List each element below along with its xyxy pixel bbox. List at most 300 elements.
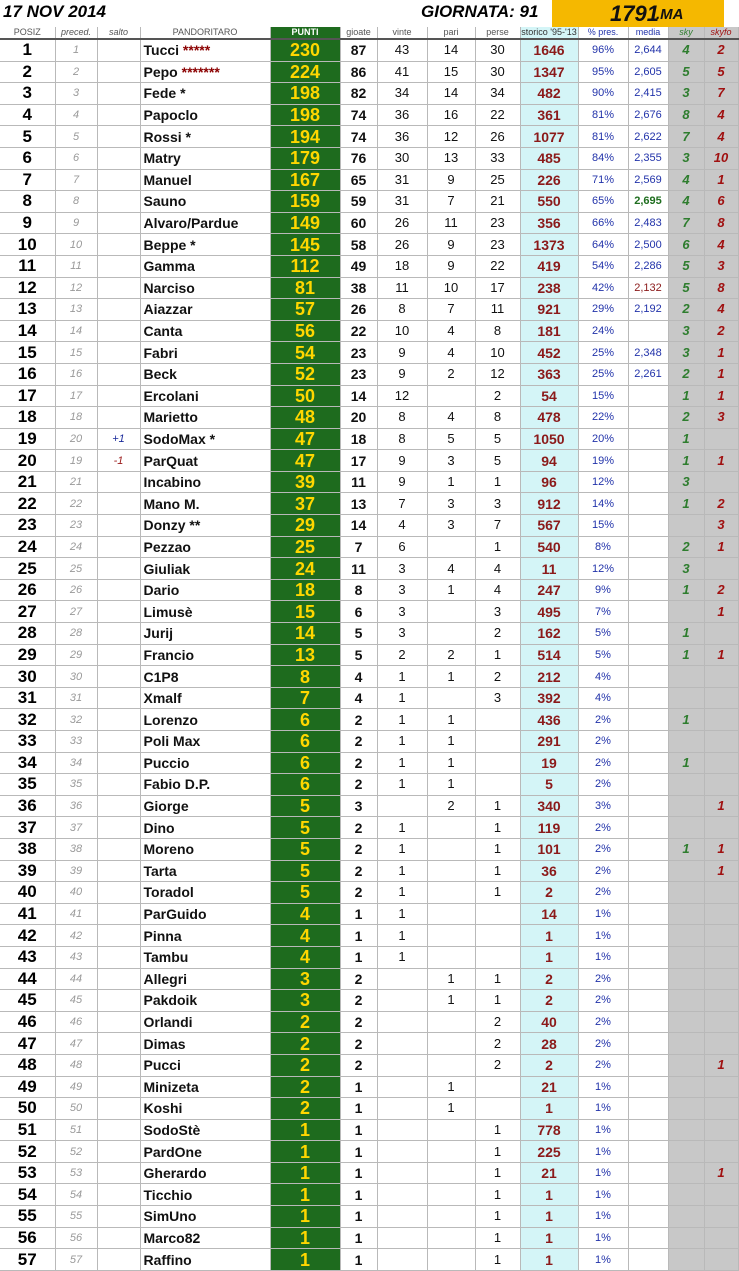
won-cell: 36 xyxy=(377,104,427,126)
jump-cell xyxy=(97,1162,140,1184)
won-cell: 9 xyxy=(377,450,427,472)
jump-cell xyxy=(97,1119,140,1141)
position-cell: 12 xyxy=(0,277,55,299)
position-cell: 52 xyxy=(0,1141,55,1163)
average-cell: 2,569 xyxy=(628,169,668,191)
average-cell xyxy=(628,558,668,580)
won-cell: 36 xyxy=(377,126,427,148)
won-cell: 1 xyxy=(377,731,427,753)
lost-cell: 1 xyxy=(475,795,520,817)
position-cell: 25 xyxy=(0,558,55,580)
jump-cell xyxy=(97,83,140,105)
presence-cell: 42% xyxy=(578,277,628,299)
player-name: Poli Max xyxy=(143,733,201,750)
position-cell: 44 xyxy=(0,968,55,990)
skyfo-cell xyxy=(704,1098,738,1120)
jump-cell xyxy=(97,731,140,753)
points-cell: 1 xyxy=(270,1249,340,1271)
points-cell: 5 xyxy=(270,795,340,817)
sky-cell xyxy=(668,1249,704,1271)
previous-position-cell: 43 xyxy=(55,946,97,968)
skyfo-cell xyxy=(704,623,738,645)
draw-cell: 1 xyxy=(427,1076,475,1098)
skyfo-cell: 2 xyxy=(704,39,738,61)
won-cell xyxy=(377,1033,427,1055)
played-cell: 74 xyxy=(340,126,377,148)
previous-position-cell: 20 xyxy=(55,428,97,450)
skyfo-cell xyxy=(704,709,738,731)
average-cell xyxy=(628,471,668,493)
lost-cell: 1 xyxy=(475,838,520,860)
presence-cell: 1% xyxy=(578,925,628,947)
player-name-cell xyxy=(140,838,270,860)
won-cell: 1 xyxy=(377,666,427,688)
won-cell: 1 xyxy=(377,752,427,774)
historic-cell: 2 xyxy=(520,968,578,990)
won-cell xyxy=(377,1011,427,1033)
historic-cell: 19 xyxy=(520,752,578,774)
table-row xyxy=(0,1162,738,1184)
player-name: SodoMax * xyxy=(143,430,216,447)
skyfo-cell: 1 xyxy=(704,601,738,623)
sky-cell: 1 xyxy=(668,752,704,774)
draw-cell: 1 xyxy=(427,990,475,1012)
average-cell xyxy=(628,428,668,450)
draw-cell xyxy=(427,385,475,407)
historic-cell: 11 xyxy=(520,558,578,580)
average-cell xyxy=(628,838,668,860)
jump-cell xyxy=(97,1011,140,1033)
skyfo-cell xyxy=(704,1076,738,1098)
skyfo-cell xyxy=(704,1184,738,1206)
points-cell: 47 xyxy=(270,428,340,450)
lost-cell: 26 xyxy=(475,126,520,148)
presence-cell: 19% xyxy=(578,450,628,472)
ma-value: 1791 xyxy=(610,1,659,26)
presence-cell: 81% xyxy=(578,104,628,126)
sky-cell xyxy=(668,1206,704,1228)
table-row xyxy=(0,61,738,83)
jump-cell xyxy=(97,493,140,515)
jump-cell xyxy=(97,1033,140,1055)
points-cell: 4 xyxy=(270,925,340,947)
played-cell: 2 xyxy=(340,774,377,796)
average-cell xyxy=(628,493,668,515)
lost-cell: 3 xyxy=(475,493,520,515)
position-cell: 9 xyxy=(0,212,55,234)
skyfo-cell: 7 xyxy=(704,83,738,105)
jump-cell xyxy=(97,536,140,558)
won-cell: 1 xyxy=(377,860,427,882)
won-cell: 1 xyxy=(377,838,427,860)
previous-position-cell: 24 xyxy=(55,536,97,558)
presence-cell: 1% xyxy=(578,946,628,968)
historic-cell: 1050 xyxy=(520,428,578,450)
position-cell: 34 xyxy=(0,752,55,774)
historic-cell: 1 xyxy=(520,946,578,968)
skyfo-cell xyxy=(704,1227,738,1249)
position-cell: 38 xyxy=(0,838,55,860)
jump-cell xyxy=(97,795,140,817)
player-name: PardOne xyxy=(143,1143,202,1160)
sky-cell: 1 xyxy=(668,838,704,860)
table-row xyxy=(0,1141,738,1163)
historic-cell: 119 xyxy=(520,817,578,839)
player-name: Rossi * xyxy=(143,128,191,145)
position-cell: 53 xyxy=(0,1162,55,1184)
jump-cell xyxy=(97,299,140,321)
position-cell: 27 xyxy=(0,601,55,623)
played-cell: 13 xyxy=(340,493,377,515)
jump-cell xyxy=(97,1184,140,1206)
played-cell: 5 xyxy=(340,644,377,666)
draw-cell: 4 xyxy=(427,558,475,580)
lost-cell: 21 xyxy=(475,191,520,213)
average-cell xyxy=(628,687,668,709)
position-cell: 47 xyxy=(0,1033,55,1055)
skyfo-cell: 8 xyxy=(704,277,738,299)
position-cell: 15 xyxy=(0,342,55,364)
presence-cell: 2% xyxy=(578,774,628,796)
sky-cell: 5 xyxy=(668,255,704,277)
jump-cell xyxy=(97,147,140,169)
player-name-cell xyxy=(140,407,270,429)
draw-cell xyxy=(427,1033,475,1055)
skyfo-cell xyxy=(704,946,738,968)
col-preced: preced. xyxy=(55,27,97,39)
player-name: Gamma xyxy=(143,258,195,275)
won-cell: 26 xyxy=(377,234,427,256)
col-perse: perse xyxy=(475,27,520,39)
lost-cell: 2 xyxy=(475,623,520,645)
presence-cell: 1% xyxy=(578,1162,628,1184)
presence-cell: 96% xyxy=(578,39,628,61)
player-name-cell xyxy=(140,1227,270,1249)
points-cell: 145 xyxy=(270,234,340,256)
position-cell: 35 xyxy=(0,774,55,796)
skyfo-cell: 3 xyxy=(704,255,738,277)
table-row xyxy=(0,536,738,558)
jump-cell xyxy=(97,925,140,947)
lost-cell xyxy=(475,946,520,968)
won-cell xyxy=(377,1227,427,1249)
jump-cell xyxy=(97,752,140,774)
sky-cell xyxy=(668,1184,704,1206)
draw-cell xyxy=(427,817,475,839)
won-cell: 1 xyxy=(377,882,427,904)
historic-cell: 1 xyxy=(520,1184,578,1206)
presence-cell: 20% xyxy=(578,428,628,450)
draw-cell: 9 xyxy=(427,234,475,256)
played-cell: 2 xyxy=(340,1033,377,1055)
points-cell: 1 xyxy=(270,1162,340,1184)
points-cell: 6 xyxy=(270,731,340,753)
skyfo-cell: 4 xyxy=(704,126,738,148)
lost-cell: 11 xyxy=(475,299,520,321)
draw-cell xyxy=(427,623,475,645)
previous-position-cell: 29 xyxy=(55,644,97,666)
presence-cell: 2% xyxy=(578,968,628,990)
average-cell: 2,348 xyxy=(628,342,668,364)
played-cell: 82 xyxy=(340,83,377,105)
player-name: Puccio xyxy=(143,754,190,771)
historic-cell: 54 xyxy=(520,385,578,407)
jump-cell xyxy=(97,1098,140,1120)
position-cell: 10 xyxy=(0,234,55,256)
skyfo-cell xyxy=(704,1119,738,1141)
table-row xyxy=(0,752,738,774)
skyfo-cell xyxy=(704,1141,738,1163)
position-cell: 54 xyxy=(0,1184,55,1206)
points-cell: 179 xyxy=(270,147,340,169)
presence-cell: 5% xyxy=(578,623,628,645)
presence-cell: 1% xyxy=(578,1184,628,1206)
sky-cell: 1 xyxy=(668,428,704,450)
presence-cell: 1% xyxy=(578,1076,628,1098)
player-name-cell xyxy=(140,342,270,364)
player-name: Beck xyxy=(143,366,177,383)
skyfo-cell: 3 xyxy=(704,407,738,429)
historic-cell: 550 xyxy=(520,191,578,213)
points-cell: 37 xyxy=(270,493,340,515)
lost-cell: 34 xyxy=(475,83,520,105)
previous-position-cell: 57 xyxy=(55,1249,97,1271)
table-row xyxy=(0,299,738,321)
player-name-cell xyxy=(140,644,270,666)
presence-cell: 2% xyxy=(578,731,628,753)
draw-cell: 3 xyxy=(427,493,475,515)
skyfo-cell: 2 xyxy=(704,493,738,515)
won-cell: 3 xyxy=(377,623,427,645)
player-name-cell xyxy=(140,601,270,623)
played-cell: 26 xyxy=(340,299,377,321)
player-name-cell xyxy=(140,126,270,148)
table-row xyxy=(0,1098,738,1120)
historic-cell: 291 xyxy=(520,731,578,753)
previous-position-cell: 21 xyxy=(55,471,97,493)
played-cell: 2 xyxy=(340,838,377,860)
historic-cell: 419 xyxy=(520,255,578,277)
presence-cell: 84% xyxy=(578,147,628,169)
historic-cell: 436 xyxy=(520,709,578,731)
sky-cell: 1 xyxy=(668,644,704,666)
won-cell: 34 xyxy=(377,83,427,105)
draw-cell xyxy=(427,1206,475,1228)
lost-cell: 2 xyxy=(475,1054,520,1076)
average-cell xyxy=(628,1249,668,1271)
points-cell: 6 xyxy=(270,752,340,774)
draw-cell xyxy=(427,1249,475,1271)
average-cell xyxy=(628,968,668,990)
played-cell: 7 xyxy=(340,536,377,558)
player-name-cell xyxy=(140,882,270,904)
sky-cell xyxy=(668,925,704,947)
historic-cell: 1373 xyxy=(520,234,578,256)
lost-cell: 1 xyxy=(475,1249,520,1271)
draw-cell: 1 xyxy=(427,752,475,774)
table-row xyxy=(0,644,738,666)
previous-position-cell: 11 xyxy=(55,255,97,277)
presence-cell: 7% xyxy=(578,601,628,623)
points-cell: 4 xyxy=(270,946,340,968)
average-cell xyxy=(628,1033,668,1055)
skyfo-cell: 1 xyxy=(704,385,738,407)
won-cell: 31 xyxy=(377,191,427,213)
played-cell: 2 xyxy=(340,860,377,882)
previous-position-cell: 19 xyxy=(55,450,97,472)
won-cell: 11 xyxy=(377,277,427,299)
table-row xyxy=(0,147,738,169)
lost-cell: 8 xyxy=(475,407,520,429)
previous-position-cell: 1 xyxy=(55,39,97,61)
table-row xyxy=(0,774,738,796)
played-cell: 1 xyxy=(340,1098,377,1120)
historic-cell: 2 xyxy=(520,882,578,904)
sky-cell: 1 xyxy=(668,493,704,515)
position-cell: 16 xyxy=(0,363,55,385)
presence-cell: 1% xyxy=(578,1098,628,1120)
presence-cell: 2% xyxy=(578,838,628,860)
previous-position-cell: 53 xyxy=(55,1162,97,1184)
points-cell: 7 xyxy=(270,687,340,709)
average-cell xyxy=(628,1162,668,1184)
skyfo-cell: 4 xyxy=(704,104,738,126)
player-name: Tambu xyxy=(143,949,189,966)
col-punti: PUNTI xyxy=(270,27,340,39)
previous-position-cell: 10 xyxy=(55,234,97,256)
sky-cell: 8 xyxy=(668,104,704,126)
points-cell: 230 xyxy=(270,39,340,61)
points-cell: 3 xyxy=(270,968,340,990)
historic-cell: 1 xyxy=(520,1227,578,1249)
previous-position-cell: 9 xyxy=(55,212,97,234)
previous-position-cell: 18 xyxy=(55,407,97,429)
points-cell: 5 xyxy=(270,838,340,860)
table-row xyxy=(0,104,738,126)
table-row xyxy=(0,428,738,450)
position-cell: 31 xyxy=(0,687,55,709)
jump-cell xyxy=(97,277,140,299)
player-name: Incabino xyxy=(143,474,202,491)
sky-cell xyxy=(668,1033,704,1055)
jump-cell xyxy=(97,579,140,601)
points-cell: 4 xyxy=(270,903,340,925)
position-cell: 14 xyxy=(0,320,55,342)
played-cell: 6 xyxy=(340,601,377,623)
won-cell xyxy=(377,1119,427,1141)
lost-cell: 30 xyxy=(475,39,520,61)
position-cell: 23 xyxy=(0,515,55,537)
date-label: 17 NOV 2014 xyxy=(3,2,107,21)
jump-cell xyxy=(97,104,140,126)
points-cell: 2 xyxy=(270,1054,340,1076)
draw-cell xyxy=(427,1141,475,1163)
presence-cell: 1% xyxy=(578,903,628,925)
historic-cell: 21 xyxy=(520,1162,578,1184)
position-cell: 48 xyxy=(0,1054,55,1076)
won-cell: 9 xyxy=(377,471,427,493)
player-name: Fabri xyxy=(143,344,178,361)
player-name-cell xyxy=(140,191,270,213)
table-row xyxy=(0,903,738,925)
lost-cell xyxy=(475,709,520,731)
presence-cell: 14% xyxy=(578,493,628,515)
table-row xyxy=(0,623,738,645)
player-name-cell xyxy=(140,1184,270,1206)
lost-cell: 17 xyxy=(475,277,520,299)
draw-cell: 1 xyxy=(427,968,475,990)
points-cell: 2 xyxy=(270,1098,340,1120)
points-cell: 1 xyxy=(270,1184,340,1206)
played-cell: 38 xyxy=(340,277,377,299)
position-cell: 20 xyxy=(0,450,55,472)
played-cell: 1 xyxy=(340,1119,377,1141)
sky-cell: 4 xyxy=(668,191,704,213)
player-name-cell xyxy=(140,990,270,1012)
player-name-cell xyxy=(140,731,270,753)
presence-cell: 90% xyxy=(578,83,628,105)
previous-position-cell: 45 xyxy=(55,990,97,1012)
points-cell: 1 xyxy=(270,1206,340,1228)
historic-cell: 2 xyxy=(520,990,578,1012)
historic-cell: 226 xyxy=(520,169,578,191)
historic-cell: 361 xyxy=(520,104,578,126)
previous-position-cell: 47 xyxy=(55,1033,97,1055)
draw-cell: 1 xyxy=(427,579,475,601)
lost-cell xyxy=(475,1098,520,1120)
lost-cell: 1 xyxy=(475,1206,520,1228)
points-cell: 15 xyxy=(270,601,340,623)
lost-cell: 1 xyxy=(475,860,520,882)
played-cell: 65 xyxy=(340,169,377,191)
points-cell: 5 xyxy=(270,817,340,839)
position-cell: 43 xyxy=(0,946,55,968)
presence-cell: 3% xyxy=(578,795,628,817)
played-cell: 11 xyxy=(340,558,377,580)
won-cell: 43 xyxy=(377,39,427,61)
player-name: Pucci xyxy=(143,1057,181,1074)
table-row xyxy=(0,493,738,515)
average-cell xyxy=(628,666,668,688)
jump-cell xyxy=(97,1054,140,1076)
historic-cell: 912 xyxy=(520,493,578,515)
col-skyfo: skyfo xyxy=(704,27,738,39)
skyfo-cell: 1 xyxy=(704,450,738,472)
historic-cell: 36 xyxy=(520,860,578,882)
player-name: Toradol xyxy=(143,884,194,901)
position-cell: 18 xyxy=(0,407,55,429)
presence-cell: 4% xyxy=(578,687,628,709)
presence-cell: 54% xyxy=(578,255,628,277)
historic-cell: 485 xyxy=(520,147,578,169)
points-cell: 1 xyxy=(270,1119,340,1141)
table-row xyxy=(0,1076,738,1098)
average-cell xyxy=(628,1098,668,1120)
lost-cell xyxy=(475,903,520,925)
jump-cell xyxy=(97,903,140,925)
sky-cell xyxy=(668,666,704,688)
played-cell: 8 xyxy=(340,579,377,601)
won-cell xyxy=(377,1141,427,1163)
won-cell: 26 xyxy=(377,212,427,234)
jump-cell xyxy=(97,623,140,645)
won-cell: 9 xyxy=(377,363,427,385)
player-name-cell xyxy=(140,363,270,385)
won-cell: 8 xyxy=(377,407,427,429)
player-name-cell xyxy=(140,1054,270,1076)
player-name: Francio xyxy=(143,646,195,663)
jump-cell xyxy=(97,234,140,256)
